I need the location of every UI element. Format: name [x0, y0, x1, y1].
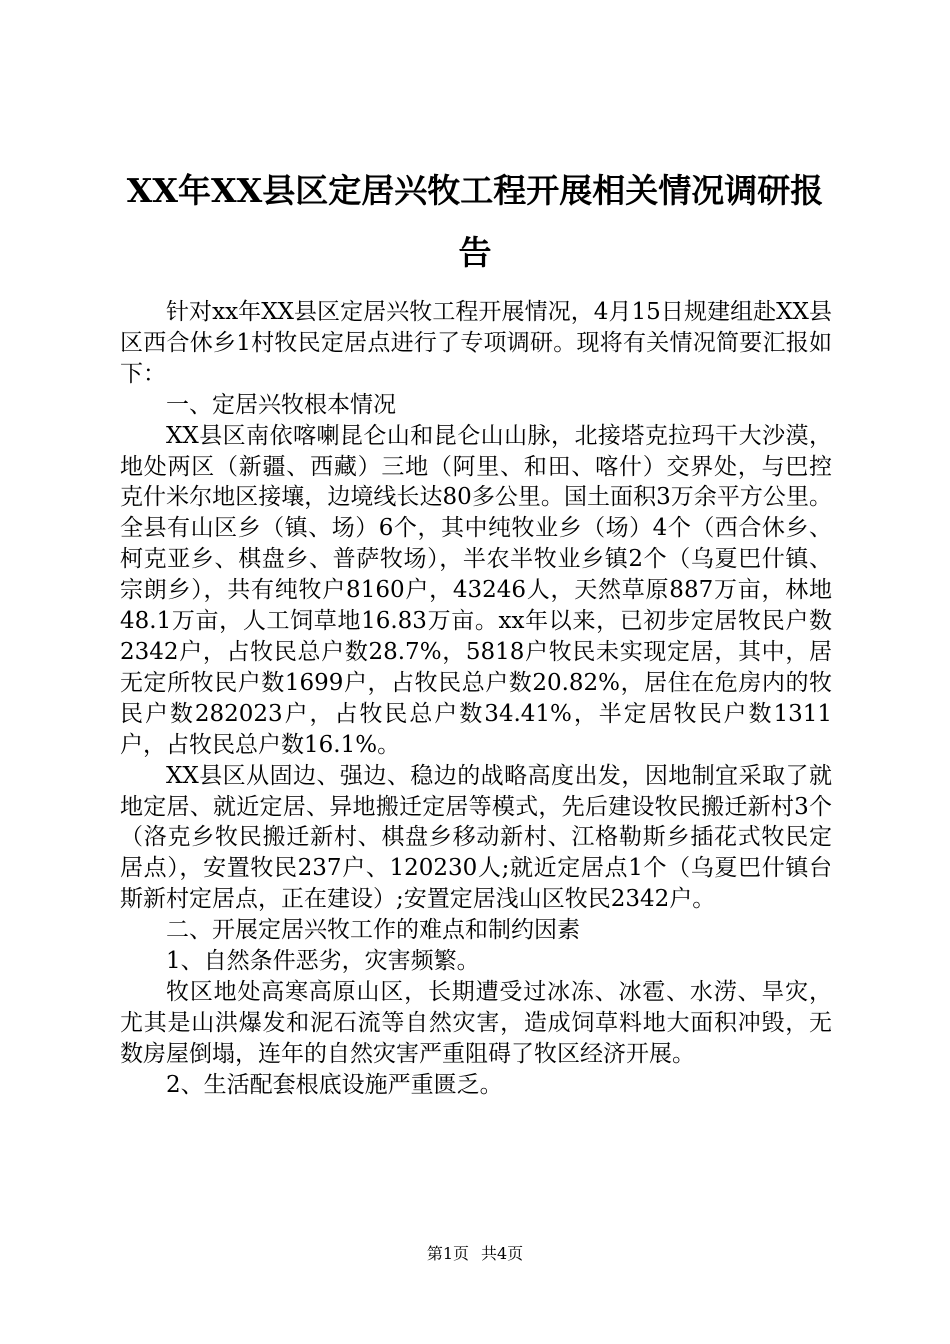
document-title: XX年XX县区定居兴牧工程开展相关情况调研报告	[126, 171, 824, 272]
section-heading-2: 二、开展定居兴牧工作的难点和制约因素	[166, 917, 580, 944]
document-body	[120, 297, 832, 1101]
page-footer	[0, 1243, 950, 1265]
paragraph-overview: XX县区南依喀喇昆仑山和昆仑山山脉，北接塔克拉玛干大沙漠，地处两区（新疆、西藏）三地（阿里、和田、喀什）交界处，与巴控克什米尔地区接壤，边境线长达80多公里。国土面积3万余平方公里。全县有山区乡（镇、场）6个，其中纯牧业乡（场）4个（西合休乡、柯克亚乡、棋盘乡、普萨牧场），半农半牧业乡镇2个（乌夏巴什镇、宗朗乡），共有纯牧户8160户，43246人，天然草原887万亩，林地48.1万亩，人工饲草地16.83万亩。xx年以来，已初步定居牧民户数2342户，占牧民总户数28.7%，5818户牧民未实现定居，其中，居无定所牧民户数1699户，占牧民总户数20.82%，居住在危房内的牧民户数282023户，占牧民总户数34.41%，半定居牧民户数1311户，占牧民总户数16.1%。	[120, 422, 832, 758]
subheading-1: 1、自然条件恶劣，灾害频繁。	[166, 948, 480, 975]
paragraph-measures: XX县区从固边、强边、稳边的战略高度出发，因地制宜采取了就地定居、就近定居、异地搬迁定居等模式，先后建设牧民搬迁新村3个（洛克乡牧民搬迁新村、棋盘乡移动新村、江格勒斯乡插花式牧民定居点），安置牧民237户、120230人;就近定居点1个（乌夏巴什镇台斯新村定居点，正在建设）;安置定居浅山区牧民2342户。	[120, 762, 832, 913]
page-total: 共4页	[481, 1244, 524, 1263]
paragraph-intro: 针对xx年XX县区定居兴牧工程开展情况，4月15日规建组赴XX县区西合休乡1村牧民定居点进行了专项调研。现将有关情况简要汇报如下：	[120, 299, 832, 387]
page-number: 第1页	[426, 1244, 469, 1263]
section-heading-1: 一、定居兴牧根本情况	[166, 391, 396, 418]
subheading-2: 2、生活配套根底设施严重匮乏。	[166, 1071, 503, 1098]
paragraph-natural-conditions: 牧区地处高寒高原山区，长期遭受过冰冻、冰雹、水涝、旱灾，尤其是山洪爆发和泥石流等自然灾害，造成饲草料地大面积冲毁，无数房屋倒塌，连年的自然灾害严重阻碍了牧区经济开展。	[120, 978, 832, 1067]
